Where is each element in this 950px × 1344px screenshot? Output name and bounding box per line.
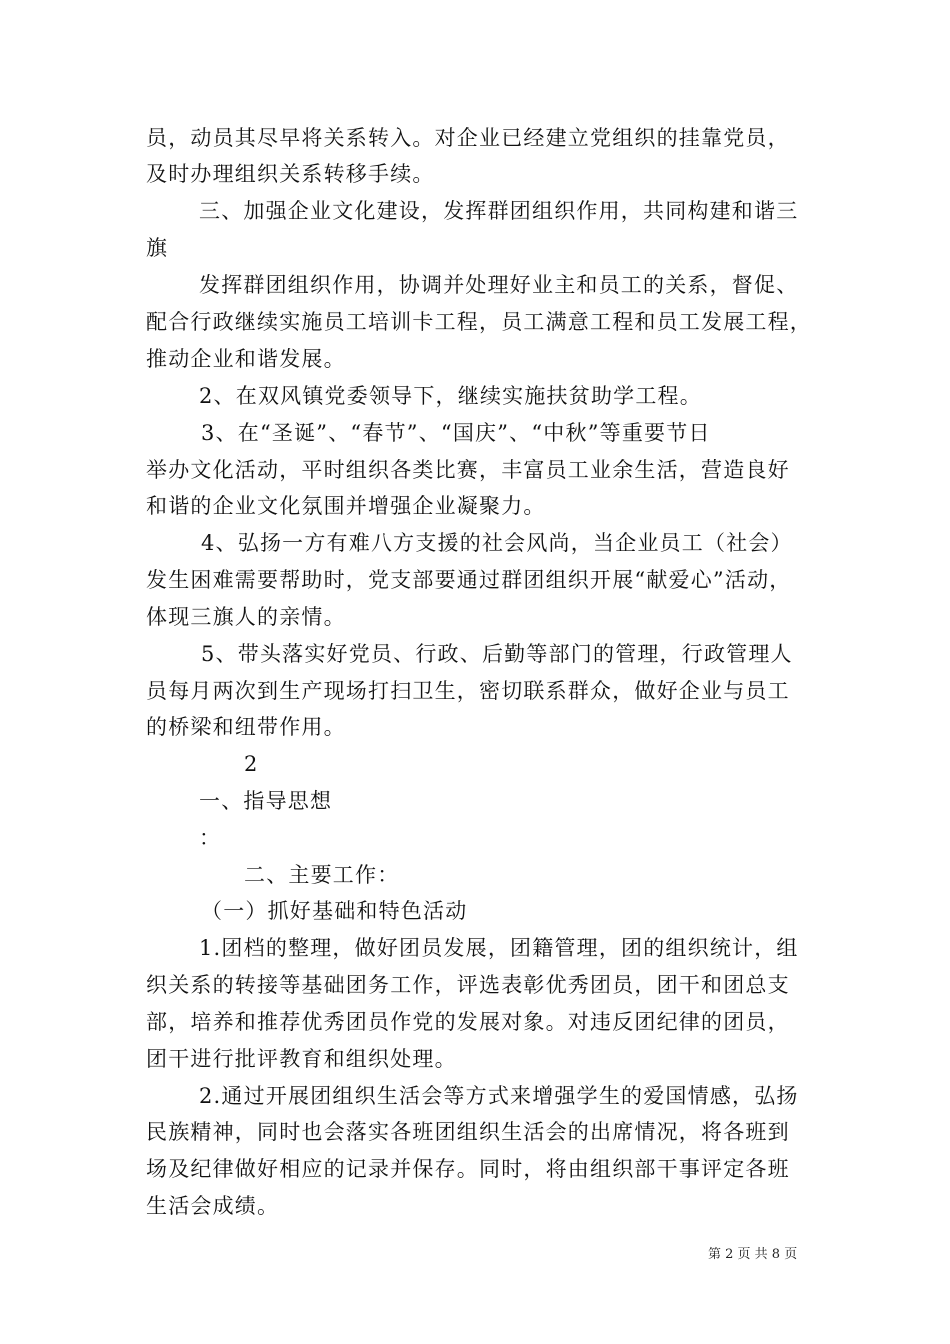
text-line: 发挥群团组织作用，协调并处理好业主和员工的关系，督促、: [199, 273, 799, 297]
list-item: 5、带头落实好党员、行政、后勤等部门的管理，行政管理人: [201, 642, 793, 666]
text-line: 旗: [146, 236, 169, 260]
section-heading: 三、加强企业文化建设，发挥群团组织作用，共同构建和谐三: [199, 199, 799, 223]
page-number-footer: 第 2 页 共 8 页: [708, 1247, 798, 1262]
text-line: 发生困难需要帮助时，党支部要通过群团组织开展“献爱心”活动，: [146, 568, 792, 592]
text-line: 员每月两次到生产现场打扫卫生，密切联系群众，做好企业与员工: [146, 679, 790, 703]
text-line: 民族精神，同时也会落实各班团组织生活会的出席情况，将各班到: [146, 1120, 790, 1144]
list-item: 3、在“圣诞”、“春节”、“国庆”、“中秋”等重要节日: [201, 421, 711, 445]
list-item: 2.通过开展团组织生活会等方式来增强学生的爱国情感，弘扬: [199, 1084, 799, 1108]
text-line: 和谐的企业文化氛围并增强企业凝聚力。: [146, 494, 546, 518]
text-line: 体现三旗人的亲情。: [146, 605, 346, 629]
list-item: 4、弘扬一方有难八方支援的社会风尚，当企业员工（社会）: [201, 531, 793, 555]
section-heading: 一、指导思想: [199, 789, 333, 813]
list-item: 2、在双风镇党委领导下，继续实施扶贫助学工程。: [199, 384, 702, 408]
text-line: 员，动员其尽早将关系转入。对企业已经建立党组织的挂靠党员，: [146, 126, 790, 150]
section-number: 2: [244, 752, 259, 776]
text-line: 举办文化活动，平时组织各类比赛，丰富员工业余生活，营造良好: [146, 458, 790, 482]
section-heading: 二、主要工作：: [244, 863, 400, 887]
text-line: 场及纪律做好相应的记录并保存。同时，将由组织部干事评定各班: [146, 1157, 790, 1181]
text-line: 推动企业和谐发展。: [146, 347, 346, 371]
list-item: 1.团档的整理，做好团员发展，团籍管理，团的组织统计，组: [199, 936, 799, 960]
subsection-heading: （一）抓好基础和特色活动: [201, 899, 468, 923]
text-line: 团干进行批评教育和组织处理。: [146, 1047, 457, 1071]
text-line: 部，培养和推荐优秀团员作党的发展对象。对违反团纪律的团员，: [146, 1010, 790, 1034]
text-line: 配合行政继续实施员工培训卡工程，员工满意工程和员工发展工程，: [146, 310, 812, 334]
text-line: 及时办理组织关系转移手续。: [146, 162, 435, 186]
text-line: 生活会成绩。: [146, 1194, 280, 1218]
text-line: 织关系的转接等基础团务工作，评选表彰优秀团员，团干和团总支: [146, 973, 790, 997]
text-line: ：: [199, 826, 222, 850]
text-line: 的桥梁和纽带作用。: [146, 715, 346, 739]
